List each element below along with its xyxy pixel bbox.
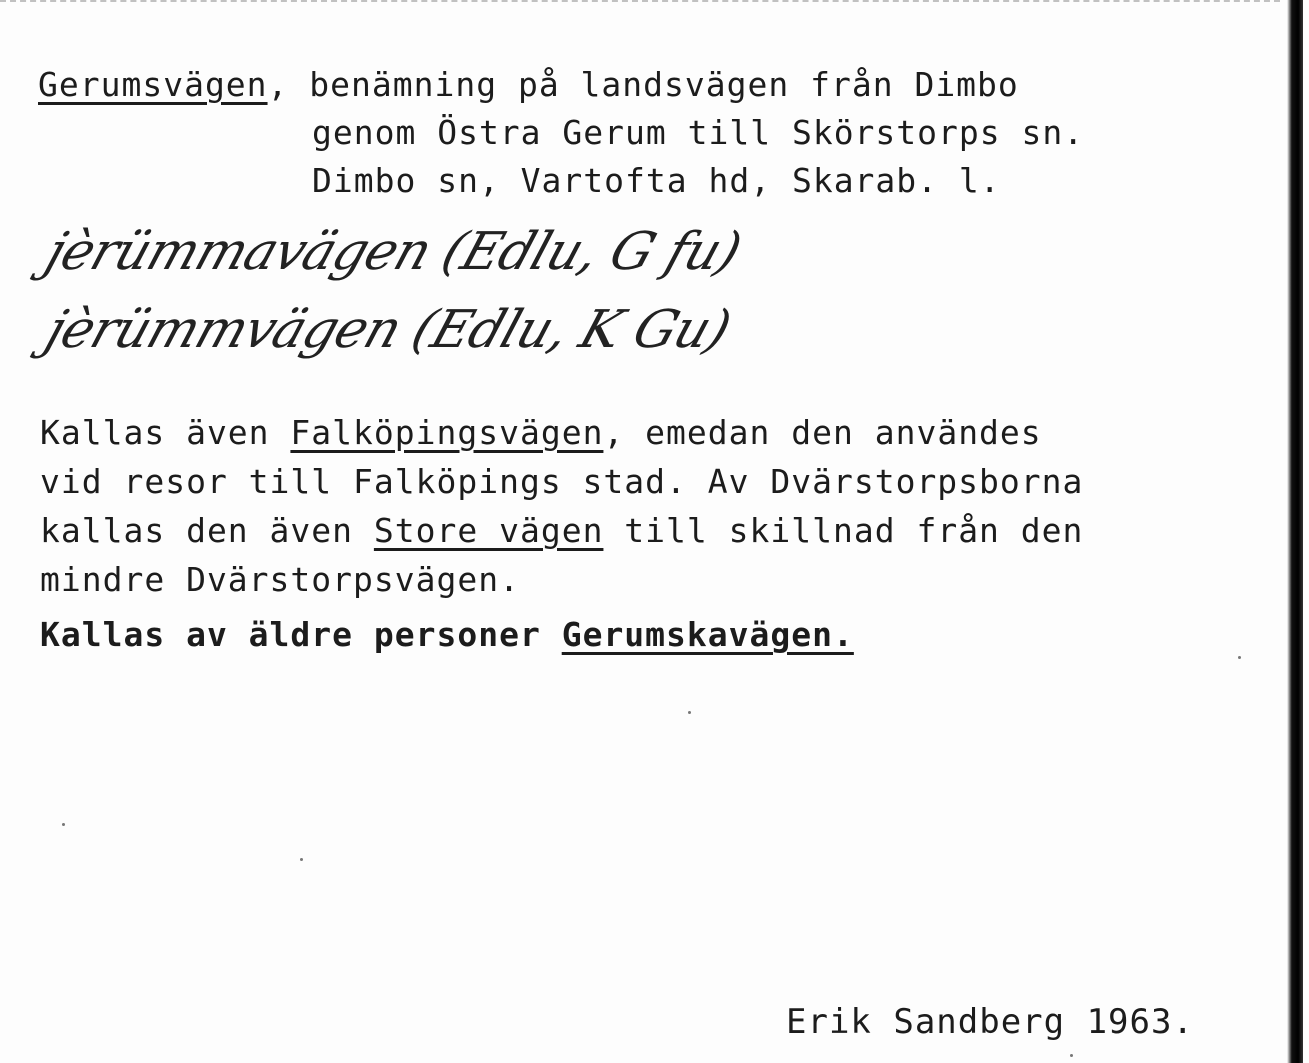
scan-speck — [1070, 1054, 1073, 1057]
handwritten-line-1: jèrümmavägen (Edlu, G fu) — [38, 222, 748, 282]
body-line-1 — [40, 408, 1042, 458]
scan-speck — [300, 858, 303, 861]
handwritten-line-2: jèrümmvägen (Edlu, K Gu) — [38, 300, 738, 360]
heading-line-3: Dimbo sn, Vartofta hd, Skarab. l. — [312, 161, 1001, 200]
alt-name-store-vagen: Store vägen — [373, 511, 604, 550]
signature: Erik Sandberg 1963. — [786, 1002, 1194, 1042]
scan-speck — [62, 823, 65, 826]
alt-name-gerumskavagen: Gerumskavägen. — [561, 615, 854, 654]
heading-rest: , benämning på landsvägen från Dimbo — [267, 65, 1019, 104]
body-line-1-prefix: Kallas även — [40, 413, 291, 452]
body-line-3-suffix: till skillnad från den — [603, 511, 1084, 550]
body-line-1-suffix: , emedan den användes — [603, 413, 1042, 452]
headword: Gerumsvägen — [38, 65, 268, 104]
card-right-edge — [1287, 0, 1303, 1063]
body-line-4: mindre Dvärstorpsvägen. — [40, 560, 520, 599]
body-line-5-prefix: Kallas av äldre personer — [40, 615, 562, 654]
heading-line-1 — [38, 60, 1019, 110]
scan-speck — [1238, 656, 1241, 659]
heading-line-2: genom Östra Gerum till Skörstorps sn. — [312, 113, 1085, 152]
scan-speck — [688, 711, 691, 714]
body-line-3 — [40, 506, 1083, 556]
card-top-border — [0, 0, 1280, 8]
body-line-2: vid resor till Falköpings stad. Av Dvärstorpsborna — [40, 462, 1084, 501]
body-line-5 — [40, 610, 854, 660]
body-line-3-prefix: kallas den även — [40, 511, 374, 550]
alt-name-falkopingsvagen: Falköpingsvägen — [290, 413, 604, 452]
